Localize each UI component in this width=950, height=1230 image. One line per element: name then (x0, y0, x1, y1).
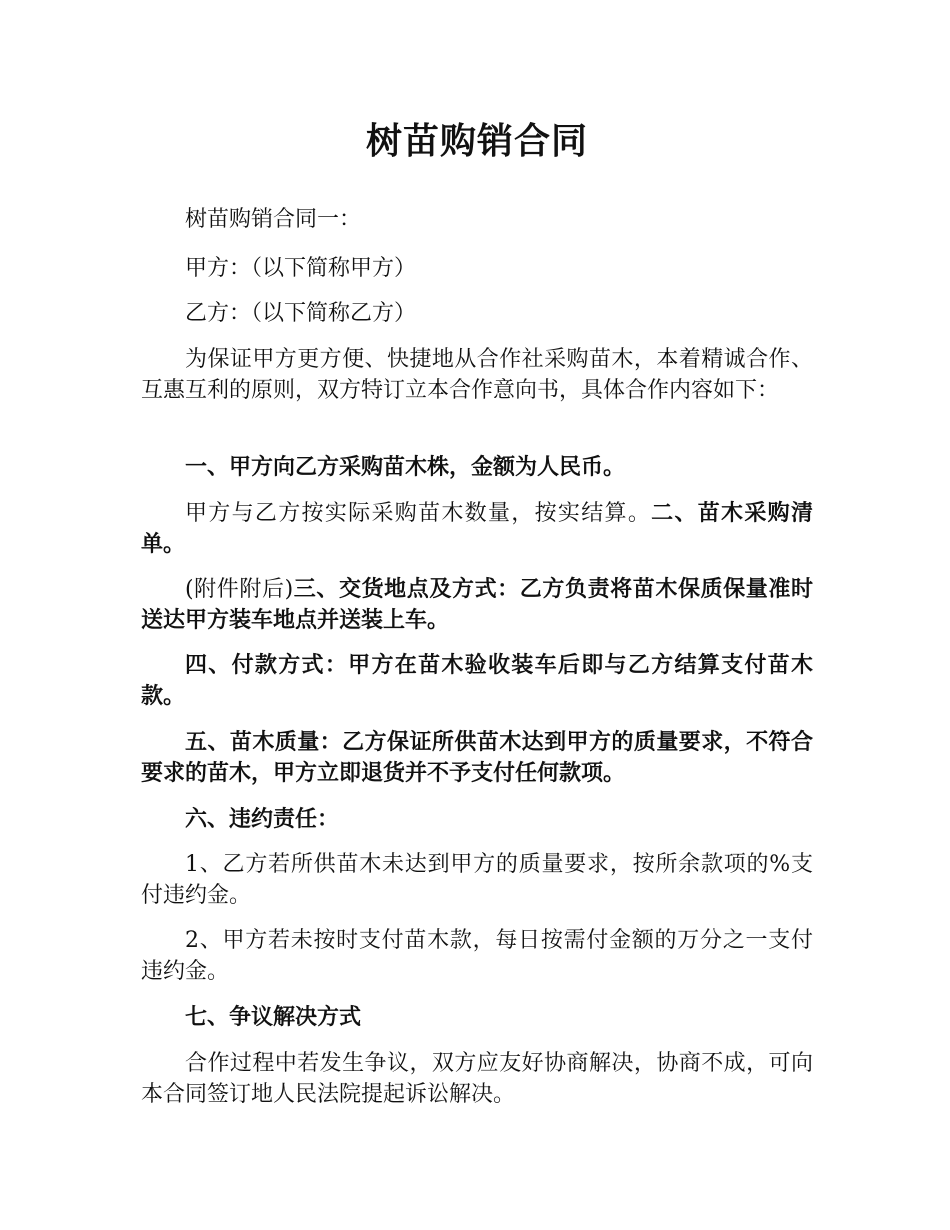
clause-heading: 六、违约责任： (185, 807, 340, 832)
clause-1 (141, 452, 813, 483)
clause-7-paragraph (141, 1048, 813, 1110)
preamble-paragraph (141, 344, 813, 406)
clause-6-item-2 (141, 925, 813, 987)
clause-7-heading (141, 1002, 813, 1033)
clause-heading: 五、苗木质量：乙方保证所供苗木达到甲方的质量要求，不符合要求的苗木，甲方立即退货并不予支付任何款项。 (141, 730, 813, 786)
clause-heading: 一、甲方向乙方采购苗木株，金额为人民币。 (185, 455, 626, 480)
party-a-line (141, 253, 813, 284)
clause-heading: 二、苗木采购清单。 (141, 501, 813, 557)
clause-6-heading (141, 804, 813, 835)
paragraph-text: 甲方：（以下简称甲方） (185, 256, 417, 281)
paragraph-text: 合作过程中若发生争议，双方应友好协商解决，协商不成，可向本合同签订地人民法院提起诉讼解决。 (141, 1051, 813, 1107)
party-b-line (141, 298, 813, 329)
paragraph-text: 乙方：（以下简称乙方） (185, 301, 417, 326)
paragraph-text: (附件附后) (185, 577, 294, 602)
paragraph-text: 为保证甲方更方便、快捷地从合作社采购苗木，本着精诚合作、互惠互利的原则，双方特订立本合作意向书，具体合作内容如下： (141, 347, 813, 403)
document-page (141, 0, 813, 1230)
clause-2-paragraph (141, 498, 813, 560)
clause-heading: 三、交货地点及方式：乙方负责将苗木保质保量准时送达甲方装车地点并送装上车。 (141, 577, 813, 633)
paragraph-text: 1、乙方若所供苗木未达到甲方的质量要求，按所余款项的%支付违约金。 (141, 852, 813, 908)
clause-3-paragraph (141, 574, 813, 636)
paragraph-text: 2、甲方若未按时支付苗木款，每日按需付金额的万分之一支付违约金。 (141, 928, 813, 984)
paragraph-text: 甲方与乙方按实际采购苗木数量，按实结算。 (185, 501, 652, 526)
clause-heading: 七、争议解决方式 (185, 1005, 362, 1030)
clause-5 (141, 727, 813, 789)
document-title: 树苗购销合同 (365, 121, 588, 162)
intro-heading (141, 204, 813, 235)
clause-6-item-1 (141, 849, 813, 911)
clause-4 (141, 650, 813, 712)
clause-heading: 四、付款方式：甲方在苗木验收装车后即与乙方结算支付苗木款。 (141, 653, 813, 709)
paragraph-text: 树苗购销合同一： (185, 207, 362, 232)
